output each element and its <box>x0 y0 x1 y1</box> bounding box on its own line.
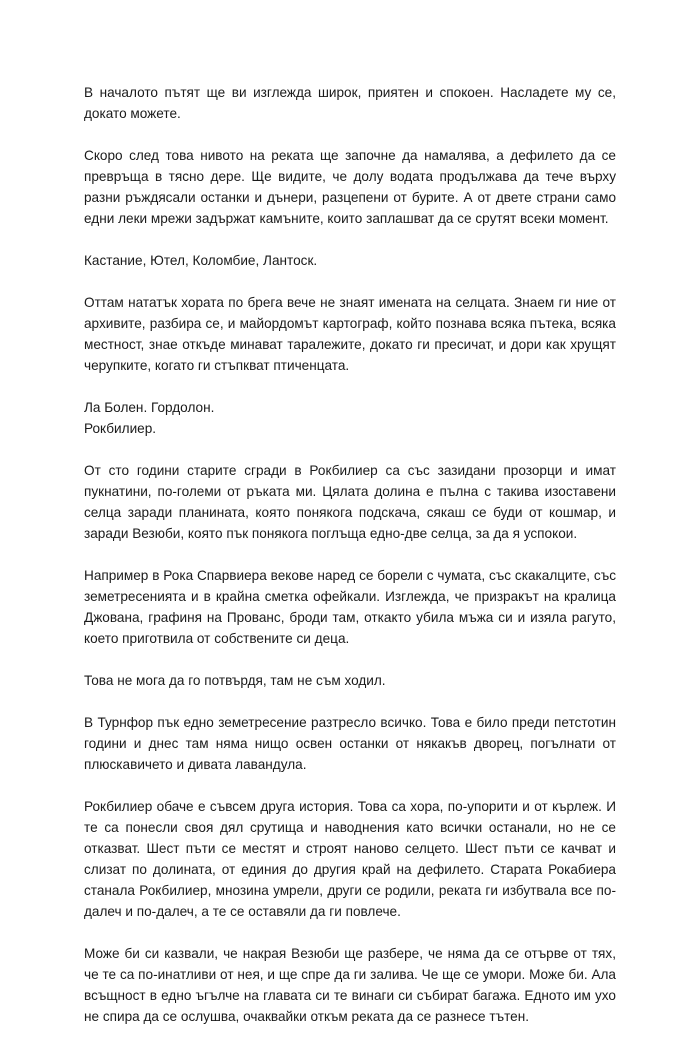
paragraph-9: В Турнфор пък едно земетресение разтресло всичко. Това е било преди петстотин години и днес там няма нищо освен останки от някакъв дворец, погълнати от плюскавичето и дивата лавандула. <box>84 715 616 772</box>
paragraph-10: Рокбилиер обаче е съвсем друга история. Това са хора, по-упорити и от кърлеж. И те са понесли своя дял срутища и наводнения като всички останали, но не се отказват. Шест пъти се местят и строят наново селцето. Шест пъти се качват и слизат по долината, от единия до другия край на дефилето. Старата Рокабиера станала Рокбилиер, мнозина умрели, други се родили, реката ги избутвала все по-далеч и по-далеч, а те се оставяли да ги повлече. <box>84 799 616 919</box>
place-names-line-1: Ла Болен. Гордолон. <box>84 400 215 415</box>
paragraph-8: Това не мога да го потвърдя, там не съм ходил. <box>84 673 386 688</box>
paragraph-4: Оттам нататък хората по брега вече не знаят имената на селцата. Знаем ги ние от архивите, разбира се, и майордомът картограф, който познава всяка пътека, всяка местност, знае откъде минават таралежите, докато ги пресичат, и дори как хрущят черупките, когато ги стъпкват птиченцата. <box>84 295 616 373</box>
document-body <box>84 82 616 1048</box>
paragraph-11: Може би си казвали, че накрая Везюби ще разбере, че няма да се отърве от тях, че те са по-инатливи от нея, и ще спре да ги залива. Че ще се умори. Може би. Ала всъщност в едно ъгълче на главата си те винаги си събират багажа. Едното им ухо не спира да се ослушва, очаквайки откъм реката да се разнесе тътен. <box>84 946 616 1024</box>
paragraph-7: Например в Рока Спарвиера векове наред се борели с чумата, със скакалците, със земетресенията и в крайна сметка офейкали. Изглежда, че призракът на кралица Джована, графиня на Прованс, броди там, откакто убила мъжа си и изяла рагуто, което приготвила от собствените си деца. <box>84 568 616 646</box>
paragraph-6: От сто години старите сгради в Рокбилиер са със зазидани прозорци и имат пукнатини, по-големи от ръката ми. Цялата долина е пълна с такива изоставени селца заради планината, която понякога подскача, сякаш се буди от кошмар, и заради Везюби, която пък понякога поглъща едно-две селца, за да я успокои. <box>84 463 616 541</box>
paragraph-2: Скоро след това нивото на реката ще започне да намалява, а дефилето да се превръща в тясно дере. Ще видите, че долу водата продължава да тече върху разни ръждясали останки и дънери, разцепени от бурите. А от двете страни само едни леки мрежи задържат камъните, които заплашват да се срутят всеки момент. <box>84 148 616 226</box>
place-names-line-2: Рокбилиер. <box>84 421 157 436</box>
paragraph-5-place-names <box>84 397 616 439</box>
paragraph-3: Кастание, Ютел, Коломбие, Лантоск. <box>84 253 318 268</box>
paragraph-1: В началото пътят ще ви изглежда широк, приятен и спокоен. Насладете му се, докато можете. <box>84 85 616 121</box>
